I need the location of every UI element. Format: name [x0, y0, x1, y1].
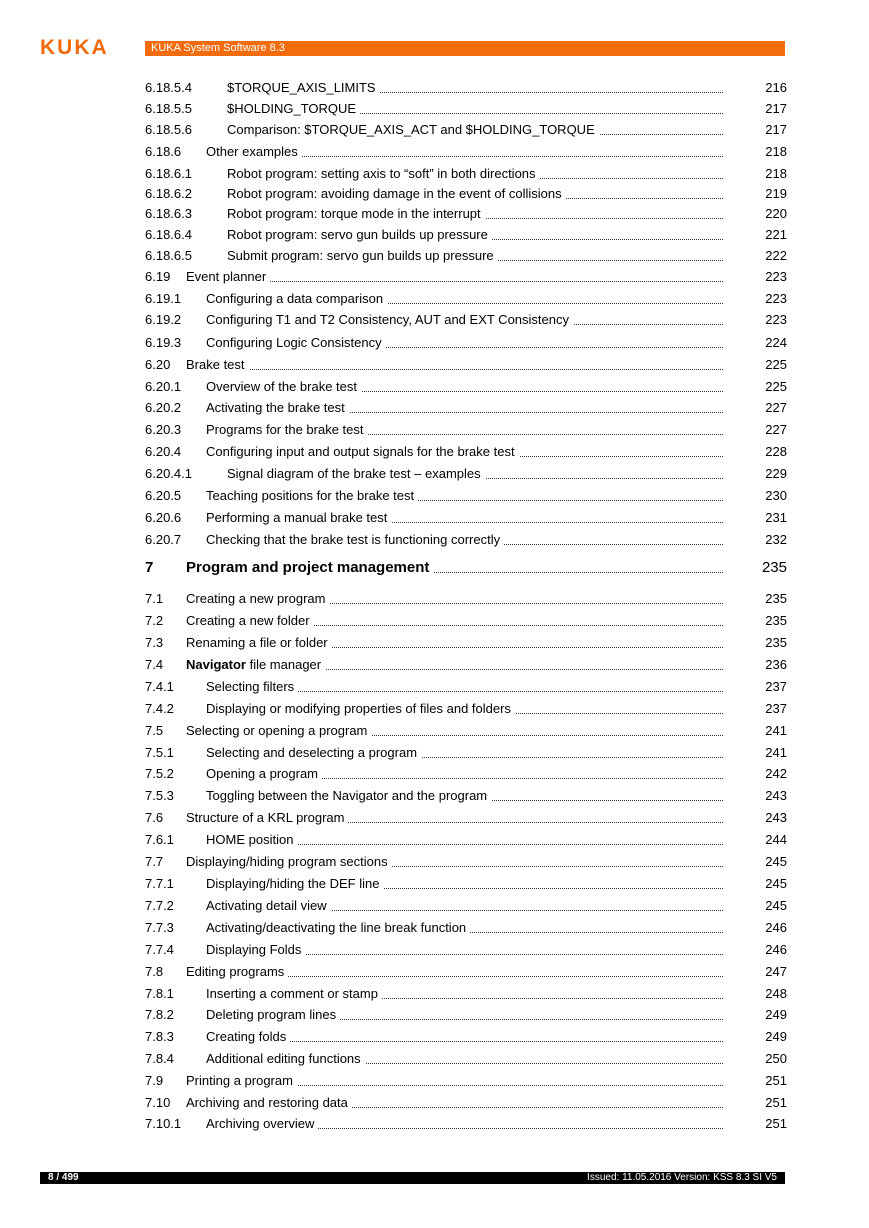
- toc-entry-title: Selecting filters: [206, 679, 295, 694]
- toc-entry-page: 216: [765, 80, 787, 95]
- toc-entry-page: 232: [765, 532, 787, 547]
- toc-entry-page: 242: [765, 766, 787, 781]
- toc-entry[interactable]: [145, 164, 787, 184]
- toc-entry-page: 227: [765, 400, 787, 415]
- toc-entry-number: 7.7.3: [145, 920, 174, 935]
- toc-entry-title: Configuring Logic Consistency: [206, 335, 382, 350]
- toc-entry[interactable]: [145, 786, 787, 806]
- toc-entry-title: Archiving and restoring data: [186, 1095, 348, 1110]
- toc-entry-page: 218: [765, 144, 787, 159]
- toc-entry[interactable]: [145, 721, 787, 741]
- toc-entry-page: 241: [765, 723, 787, 738]
- toc-entry-number: 7.1: [145, 591, 164, 606]
- toc-entry-title: Displaying/hiding program sections: [186, 854, 388, 869]
- toc-entry-page: 224: [765, 335, 787, 350]
- toc-entry-number: 6.18.6.2: [145, 186, 192, 201]
- toc-entry[interactable]: [145, 611, 787, 631]
- toc-entry-number: 6.18.6.5: [145, 248, 192, 263]
- toc-entry-page: 237: [765, 679, 787, 694]
- toc-entry[interactable]: [145, 677, 787, 697]
- toc-entry-title: Inserting a comment or stamp: [206, 986, 378, 1001]
- toc-entry-number: 6.19: [145, 269, 171, 284]
- toc-entry-title: Creating a new program: [186, 591, 326, 606]
- toc-entry-number: 6.20.1: [145, 379, 182, 394]
- toc-entry-number: 7.7.4: [145, 942, 174, 957]
- toc-entry-number: 6.20.5: [145, 488, 182, 503]
- toc-entry[interactable]: [145, 355, 787, 375]
- toc-entry-number: 7.3: [145, 635, 164, 650]
- toc-entry-title: Editing programs: [186, 964, 285, 979]
- header-title-bar: [145, 41, 785, 56]
- toc-entry[interactable]: [145, 1049, 787, 1069]
- toc-entry-page: 245: [765, 854, 787, 869]
- toc-entry-title: Comparison: $TORQUE_AXIS_ACT and $HOLDING_TORQUE: [227, 122, 595, 137]
- toc-entry-page: 235: [761, 559, 787, 576]
- toc-entry[interactable]: [145, 1071, 787, 1091]
- toc-entry-title: Opening a program: [206, 766, 319, 781]
- toc-entry[interactable]: [145, 508, 787, 528]
- toc-entry-page: 241: [765, 745, 787, 760]
- toc-entry[interactable]: [145, 225, 787, 245]
- toc-entry[interactable]: [145, 142, 787, 162]
- toc-entry-page: 246: [765, 942, 787, 957]
- toc-entry-number: 7.8.4: [145, 1051, 174, 1066]
- dot-leader: [186, 369, 723, 370]
- toc-entry[interactable]: [145, 267, 787, 287]
- toc-entry-page: 235: [765, 591, 787, 606]
- toc-entry[interactable]: [145, 743, 787, 763]
- toc-entry-number: 6.20.7: [145, 532, 182, 547]
- toc-entry[interactable]: [145, 420, 787, 440]
- toc-entry-title: Program and project management: [186, 559, 430, 576]
- toc-entry[interactable]: [145, 246, 787, 266]
- toc-entry[interactable]: [145, 962, 787, 982]
- toc-entry-number: 6.20.3: [145, 422, 182, 437]
- toc-entry[interactable]: [145, 120, 787, 140]
- toc-entry-title: Brake test: [186, 357, 245, 372]
- toc-entry[interactable]: [145, 204, 787, 224]
- toc-entry-title: HOME position: [206, 832, 294, 847]
- toc-entry-page: 235: [765, 635, 787, 650]
- toc-entry-page: 243: [765, 788, 787, 803]
- toc-entry-page: 219: [765, 186, 787, 201]
- toc-entry[interactable]: [145, 940, 787, 960]
- toc-entry-number: 6.20.4: [145, 444, 182, 459]
- toc-entry-page: 250: [765, 1051, 787, 1066]
- toc-entry-title: Creating a new folder: [186, 613, 310, 628]
- kuka-logo: KUKA: [40, 36, 109, 59]
- toc-entry-page: 223: [765, 269, 787, 284]
- toc-entry-title: Robot program: avoiding damage in the event of collisions: [227, 186, 562, 201]
- toc-entry-title: Programs for the brake test: [206, 422, 364, 437]
- toc-entry-title: $HOLDING_TORQUE: [227, 101, 357, 116]
- toc-entry-title: Activating the brake test: [206, 400, 345, 415]
- toc-entry-title: Overview of the brake test: [206, 379, 358, 394]
- toc-entry-page: 251: [765, 1073, 787, 1088]
- toc-entry-number: 7.10.1: [145, 1116, 182, 1131]
- toc-entry-title: Other examples: [206, 144, 298, 159]
- toc-entry-number: 6.19.3: [145, 335, 182, 350]
- toc-entry-title: Deleting program lines: [206, 1007, 337, 1022]
- toc-entry-title: Configuring input and output signals for the brake test: [206, 444, 515, 459]
- toc-entry[interactable]: [145, 78, 787, 98]
- toc-entry-title: Robot program: torque mode in the interrupt: [227, 206, 481, 221]
- toc-entry-page: 228: [765, 444, 787, 459]
- toc-entry-number: 6.19.1: [145, 291, 182, 306]
- toc-entry[interactable]: [145, 852, 787, 872]
- toc-entry-number: 7.5: [145, 723, 164, 738]
- toc-entry-title: Activating detail view: [206, 898, 327, 913]
- toc-entry-page: 223: [765, 312, 787, 327]
- toc-entry[interactable]: [145, 874, 787, 894]
- toc-entry-title: Checking that the brake test is functioning correctly: [206, 532, 501, 547]
- toc-entry[interactable]: [145, 918, 787, 938]
- toc-entry-number: 7.8: [145, 964, 164, 979]
- toc-entry-page: 222: [765, 248, 787, 263]
- toc-entry-number: 6.20.6: [145, 510, 182, 525]
- toc-entry-number: 7.8.3: [145, 1029, 174, 1044]
- toc-entry-number: 7.5.3: [145, 788, 174, 803]
- toc-entry-title: Displaying Folds: [206, 942, 302, 957]
- toc-entry[interactable]: [145, 377, 787, 397]
- toc-entry-number: 7.6: [145, 810, 164, 825]
- toc-entry[interactable]: [145, 558, 787, 578]
- toc-entry[interactable]: [145, 333, 787, 353]
- toc-entry[interactable]: [145, 530, 787, 550]
- toc-entry-title: Configuring T1 and T2 Consistency, AUT and EXT Consistency: [206, 312, 569, 327]
- toc-entry-title: Displaying or modifying properties of files and folders: [206, 701, 511, 716]
- toc-entry[interactable]: [145, 808, 787, 828]
- toc-entry-page: 229: [765, 466, 787, 481]
- toc-entry-number: 7: [145, 559, 154, 576]
- toc-entry-title: Teaching positions for the brake test: [206, 488, 415, 503]
- toc-entry-title-suffix: file manager: [245, 657, 322, 672]
- toc-entry-number: 6.20: [145, 357, 171, 372]
- toc-entry-page: 245: [765, 898, 787, 913]
- toc-entry-page: 249: [765, 1007, 787, 1022]
- toc-entry-number: 6.18.6.3: [145, 206, 192, 221]
- toc-entry-page: 225: [765, 379, 787, 394]
- toc-entry-page: 236: [765, 657, 787, 672]
- toc-entry[interactable]: [145, 486, 787, 506]
- toc-entry-number: 7.7: [145, 854, 164, 869]
- toc-entry-number: 6.18.6.1: [145, 166, 192, 181]
- toc-entry-number: 6.18.6: [145, 144, 182, 159]
- toc-entry[interactable]: [145, 464, 787, 484]
- toc-entry-title: Robot program: setting axis to “soft” in both directions: [227, 166, 536, 181]
- toc-entry-page: 244: [765, 832, 787, 847]
- toc-entry[interactable]: [145, 99, 787, 119]
- toc-entry-title: Event planner: [186, 269, 267, 284]
- toc-entry-page: 231: [765, 510, 787, 525]
- toc-entry-page: 243: [765, 810, 787, 825]
- toc-entry-title: Printing a program: [186, 1073, 293, 1088]
- toc-entry-title: Configuring a data comparison: [206, 291, 384, 306]
- toc-entry-title: Renaming a file or folder: [186, 635, 328, 650]
- toc-entry-number: 6.20.4.1: [145, 466, 192, 481]
- toc-entry-title: Submit program: servo gun builds up pressure: [227, 248, 494, 263]
- toc-entry-number: 7.8.1: [145, 986, 174, 1001]
- header-title: KUKA System Software 8.3: [151, 42, 285, 54]
- toc-entry[interactable]: [145, 896, 787, 916]
- toc-entry-title: Creating folds: [206, 1029, 287, 1044]
- toc-entry-title: Selecting and deselecting a program: [206, 745, 418, 760]
- toc-entry-title: $TORQUE_AXIS_LIMITS: [227, 80, 376, 95]
- toc-entry-title: Additional editing functions: [206, 1051, 361, 1066]
- toc-entry[interactable]: [145, 589, 787, 609]
- toc-entry[interactable]: [145, 830, 787, 850]
- toc-entry-page: 225: [765, 357, 787, 372]
- toc-entry-number: 6.18.5.6: [145, 122, 192, 137]
- toc-entry-number: 7.9: [145, 1073, 164, 1088]
- toc-entry[interactable]: [145, 310, 787, 330]
- toc-entry-number: 7.5.2: [145, 766, 174, 781]
- toc-entry-page: 217: [765, 101, 787, 116]
- toc-entry-title: Signal diagram of the brake test – examples: [227, 466, 481, 481]
- toc-entry-page: 237: [765, 701, 787, 716]
- toc-entry-number: 7.10: [145, 1095, 171, 1110]
- toc-entry-title: Activating/deactivating the line break function: [206, 920, 467, 935]
- toc-entry[interactable]: [145, 764, 787, 784]
- toc-entry-number: 7.5.1: [145, 745, 174, 760]
- toc-entry-number: 7.7.2: [145, 898, 174, 913]
- toc-entry[interactable]: [145, 1027, 787, 1047]
- toc-entry-number: 7.8.2: [145, 1007, 174, 1022]
- toc-entry-page: 218: [765, 166, 787, 181]
- toc-entry-title: Archiving overview: [206, 1116, 315, 1131]
- toc-entry-number: 7.7.1: [145, 876, 174, 891]
- toc-entry-page: 223: [765, 291, 787, 306]
- toc-entry-number: 6.19.2: [145, 312, 182, 327]
- toc-entry-page: 246: [765, 920, 787, 935]
- toc-entry[interactable]: [145, 655, 787, 675]
- toc-entry-number: 7.4: [145, 657, 164, 672]
- toc-entry-number: 7.6.1: [145, 832, 174, 847]
- toc-entry-page: 251: [765, 1095, 787, 1110]
- footer-bar: [40, 1172, 785, 1184]
- toc-entry[interactable]: [145, 1093, 787, 1113]
- page-number: 8 / 499: [48, 1172, 79, 1183]
- toc-entry-page: 247: [765, 964, 787, 979]
- issue-info: Issued: 11.05.2016 Version: KSS 8.3 SI V5: [587, 1172, 777, 1183]
- toc-entry-number: 7.4.2: [145, 701, 174, 716]
- toc-entry-number: 6.18.5.4: [145, 80, 192, 95]
- toc-entry-page: 220: [765, 206, 787, 221]
- toc-entry-title: Performing a manual brake test: [206, 510, 388, 525]
- toc-entry-page: 251: [765, 1116, 787, 1131]
- toc-entry-number: 6.18.5.5: [145, 101, 192, 116]
- toc-entry[interactable]: [145, 699, 787, 719]
- toc-entry-page: 249: [765, 1029, 787, 1044]
- toc-entry-title: Structure of a KRL program: [186, 810, 345, 825]
- toc-entry-page: 235: [765, 613, 787, 628]
- toc-entry[interactable]: [145, 1114, 787, 1134]
- toc-entry-page: 245: [765, 876, 787, 891]
- toc-entry-number: 7.2: [145, 613, 164, 628]
- toc-entry-title: Displaying/hiding the DEF line: [206, 876, 380, 891]
- toc-entry[interactable]: [145, 398, 787, 418]
- toc-entry[interactable]: [145, 1005, 787, 1025]
- toc-entry-page: 230: [765, 488, 787, 503]
- toc-entry-title: Toggling between the Navigator and the program: [206, 788, 488, 803]
- toc-entry[interactable]: [145, 184, 787, 204]
- toc-entry-page: 217: [765, 122, 787, 137]
- toc-entry-number: 6.18.6.4: [145, 227, 192, 242]
- toc-entry[interactable]: [145, 289, 787, 309]
- toc-entry-title: Robot program: servo gun builds up pressure: [227, 227, 488, 242]
- toc-entry[interactable]: [145, 984, 787, 1004]
- toc-entry-page: 248: [765, 986, 787, 1001]
- toc-entry-title: Navigator: [186, 657, 246, 672]
- toc-entry-number: 6.20.2: [145, 400, 182, 415]
- toc-entry-page: 227: [765, 422, 787, 437]
- toc-entry-title: Selecting or opening a program: [186, 723, 368, 738]
- toc-entry-number: 7.4.1: [145, 679, 174, 694]
- toc-entry[interactable]: [145, 442, 787, 462]
- toc-entry[interactable]: [145, 633, 787, 653]
- toc-entry-page: 221: [765, 227, 787, 242]
